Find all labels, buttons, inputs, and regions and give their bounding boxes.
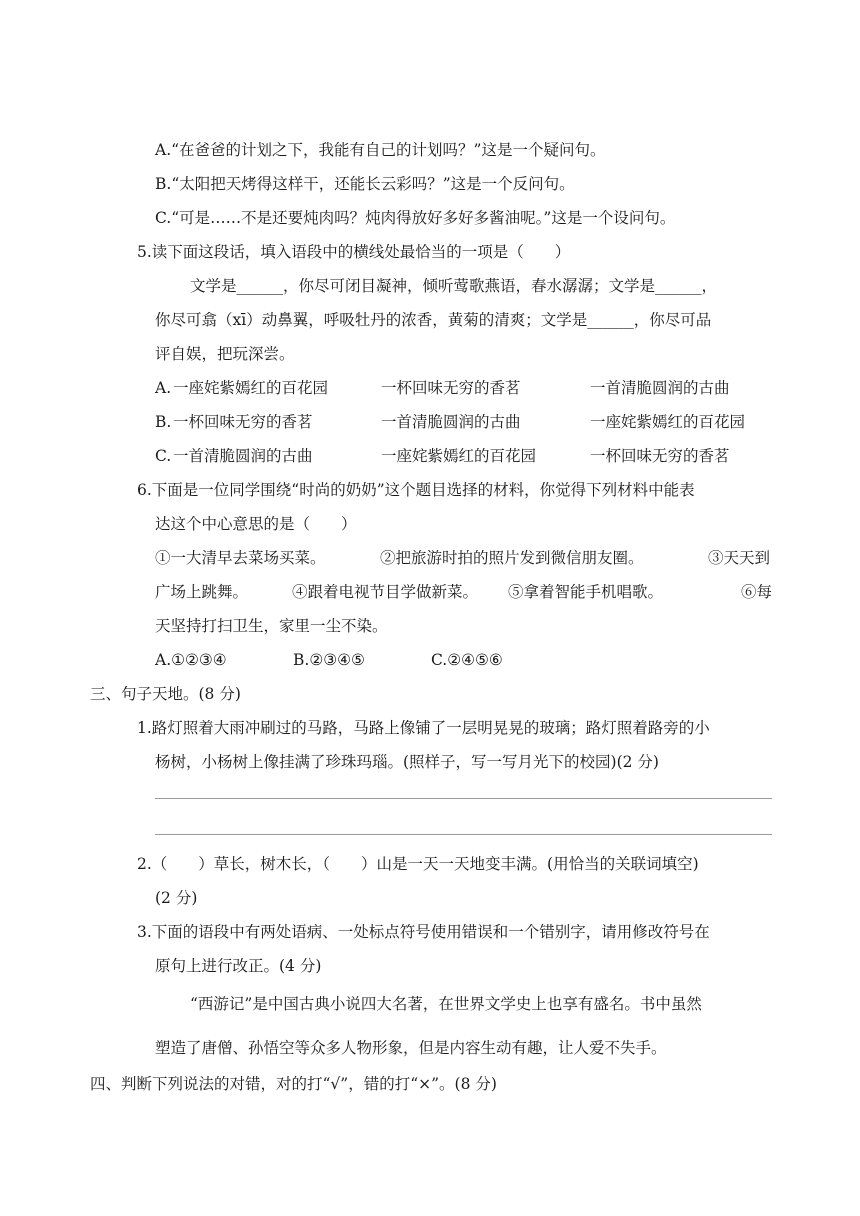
q6-material: ④跟着电视节目学做新菜。	[292, 583, 479, 601]
q5-option-choice: 一杯回味无穷的香茗	[590, 447, 730, 465]
q4-option-c: C.“可是……不是还要炖肉吗？炖肉得放好多好多酱油呢。”这是一个设问句。	[155, 209, 676, 227]
q6-stem: 6.下面是一位同学围绕“时尚的奶奶”这个题目选择的材料，你觉得下列材料中能表	[137, 481, 695, 499]
q5-stem: 5.读下面这段话，填入语段中的横线处最恰当的一项是（ ）	[137, 243, 571, 261]
q5-option-letter: C.	[155, 447, 172, 465]
q6-option-b: B.②③④⑤	[293, 651, 365, 669]
q6-materials-line: 天坚持打扫卫生，家里一尘不染。	[155, 617, 388, 635]
s3-q3-text: 3.下面的语段中有两处语病、一处标点符号使用错误和一个错别字，请用修改符号在	[137, 923, 710, 941]
q6-stem: 达这个中心意思的是（ ）	[155, 515, 357, 533]
q5-passage-line: 评自娱，把玩深尝。	[155, 345, 295, 363]
q6-material: ②把旅游时拍的照片发到微信朋友圈。	[380, 549, 644, 567]
s3-q2-score: (2 分)	[155, 889, 198, 907]
q5-option-choice: 一首清脆圆润的古曲	[590, 379, 730, 397]
q5-passage-line: 你尽可翕（xī）动鼻翼，呼吸牡丹的浓香，黄菊的清爽；文学是______，你尽可品	[155, 311, 712, 329]
s3-q2-text: 2.（ ）草长，树木长，（ ）山是一天一天地变丰满。(用恰当的关联词填空)	[137, 855, 699, 873]
q6-material: ⑤拿着智能手机唱歌。	[508, 583, 664, 601]
q5-option-choice: 一杯回味无穷的香茗	[173, 413, 313, 431]
q4-option-b: B.“太阳把天烤得这样干，还能长云彩吗？”这是一个反问句。	[155, 175, 575, 193]
q5-option-choice: 一首清脆圆润的古曲	[173, 447, 313, 465]
s3-q3-text: 原句上进行改正。(4 分)	[155, 957, 322, 975]
s3-q3-passage: “西游记”是中国古典小说四大名著，在世界文学史上也享有盛名。书中虽然	[190, 995, 702, 1013]
q5-passage-line: 文学是______，你尽可闭目凝神，倾听莺歌燕语，春水潺潺；文学是______，	[190, 277, 718, 295]
q5-option-letter: A.	[155, 379, 172, 397]
q5-option-letter: B.	[155, 413, 172, 431]
s3-q3-passage: 塑造了唐僧、孙悟空等众多人物形象，但是内容生动有趣，让人爱不失手。	[155, 1039, 667, 1057]
section-4-title: 四、判断下列说法的对错，对的打“√”，错的打“×”。(8 分)	[90, 1075, 497, 1093]
q5-option-choice: 一杯回味无穷的香茗	[381, 379, 521, 397]
q6-material: ①一大清早去菜场买菜。	[155, 549, 326, 567]
q5-option-choice: 一座姹紫嫣红的百花园	[173, 379, 329, 397]
answer-line[interactable]	[155, 798, 772, 799]
q6-option-a: A.①②③④	[155, 651, 227, 669]
q6-option-c: C.②④⑤⑥	[431, 651, 503, 669]
q5-option-choice: 一首清脆圆润的古曲	[381, 413, 521, 431]
q6-material: ③天天到	[708, 549, 771, 567]
q4-option-a: A.“在爸爸的计划之下，我能有自己的计划吗？”这是一个疑问句。	[155, 141, 606, 159]
q6-material: ⑥每	[741, 583, 773, 601]
section-3-title: 三、句子天地。(8 分)	[90, 685, 241, 703]
s3-q1-text: 1.路灯照着大雨冲刷过的马路，马路上像铺了一层明晃晃的玻璃；路灯照着路旁的小	[137, 719, 710, 737]
q5-option-choice: 一座姹紫嫣红的百花园	[590, 413, 746, 431]
s3-q1-text: 杨树，小杨树上像挂满了珍珠玛瑙。(照样子，写一写月光下的校园)(2 分)	[155, 753, 659, 771]
q5-option-choice: 一座姹紫嫣红的百花园	[381, 447, 537, 465]
q6-material: 广场上跳舞。	[155, 583, 249, 601]
answer-line[interactable]	[155, 834, 772, 835]
